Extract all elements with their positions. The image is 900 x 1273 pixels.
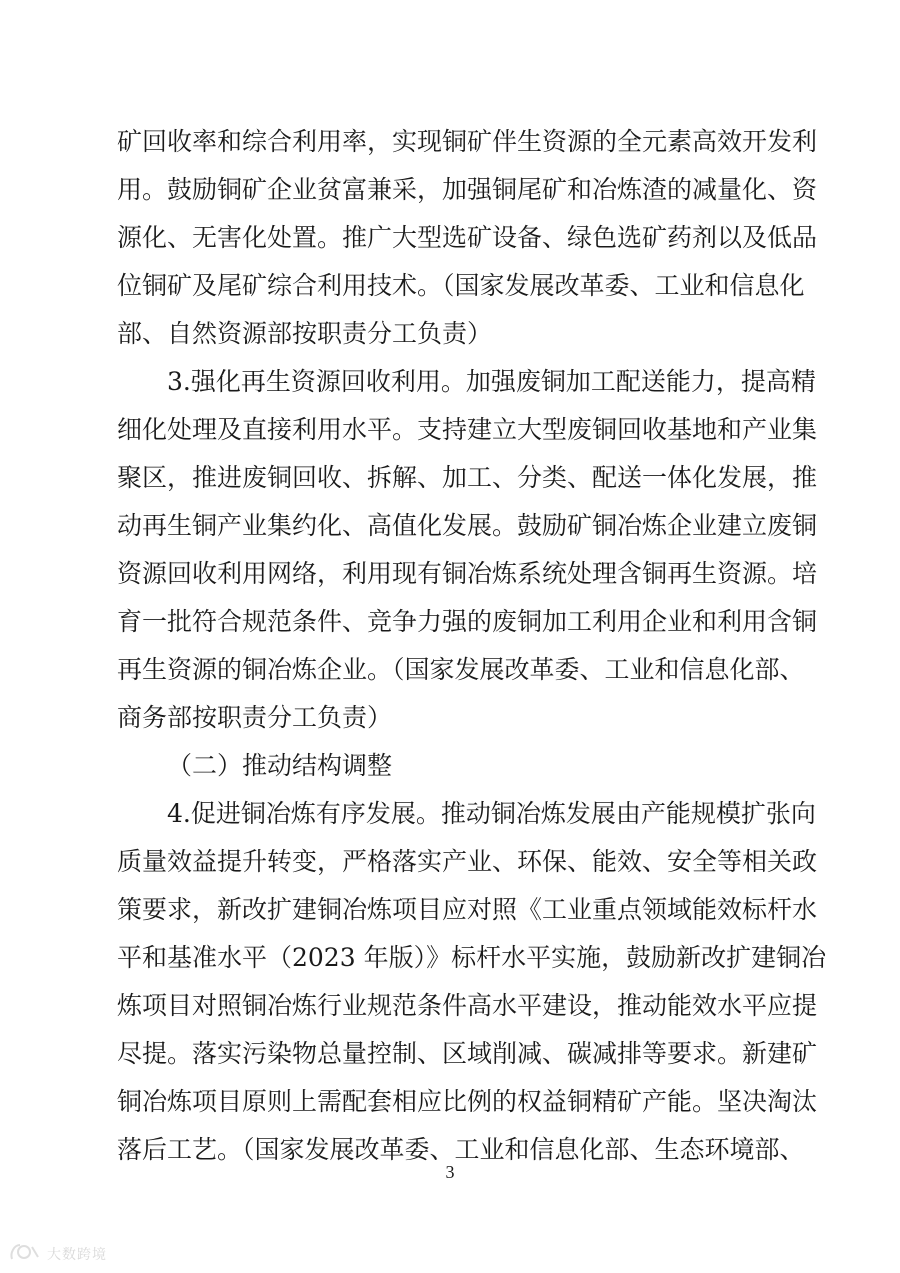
body-line: 铜冶炼项目原则上需配套相应比例的权益铜精矿产能。坚决淘汰: [117, 1087, 818, 1116]
body-line: 平和基准水平（2023 年版）》标杆水平实施，鼓励新改扩建铜冶: [117, 943, 827, 972]
body-line: 质量效益提升转变，严格落实产业、环保、能效、安全等相关政: [117, 847, 818, 876]
body-line: 位铜矿及尾矿综合利用技术。（国家发展改革委、工业和信息化: [117, 271, 805, 300]
body-line: 资源回收利用网络，利用现有铜冶炼系统处理含铜再生资源。培: [117, 559, 818, 588]
body-line: 再生资源的铜冶炼企业。（国家发展改革委、工业和信息化部、: [117, 655, 805, 684]
logo-icon: [8, 1241, 42, 1267]
body-line: 商务部按职责分工负责）: [117, 703, 393, 732]
watermark-text: 大数跨境: [47, 1247, 107, 1263]
body-line: 策要求，新改扩建铜冶炼项目应对照《工业重点领域能效标杆水: [117, 895, 818, 924]
body-line: 细化处理及直接利用水平。支持建立大型废铜回收基地和产业集: [117, 415, 818, 444]
body-line: 用。鼓励铜矿企业贫富兼采，加强铜尾矿和冶炼渣的减量化、资: [117, 175, 818, 204]
body-line: 育一批符合规范条件、竞争力强的废铜加工利用企业和利用含铜: [117, 607, 818, 636]
paragraph-first-line: 4.促进铜冶炼有序发展。推动铜冶炼发展由产能规模扩张向: [167, 799, 816, 828]
body-line: 矿回收率和综合利用率，实现铜矿伴生资源的全元素高效开发利: [117, 127, 818, 156]
body-line: 炼项目对照铜冶炼行业规范条件高水平建设，推动能效水平应提: [117, 991, 818, 1020]
body-line: 尽提。落实污染物总量控制、区域削减、碳减排等要求。新建矿: [117, 1039, 818, 1068]
watermark: [8, 1241, 107, 1267]
page-number: 3: [445, 1162, 455, 1182]
paragraph-first-line: 3.强化再生资源回收利用。加强废铜加工配送能力，提高精: [167, 367, 816, 396]
body-line: 部、自然资源部按职责分工负责）: [117, 319, 493, 348]
section-heading: （二）推动结构调整: [167, 751, 393, 780]
body-line: 源化、无害化处置。推广大型选矿设备、绿色选矿药剂以及低品: [117, 223, 818, 252]
body-line: 聚区，推进废铜回收、拆解、加工、分类、配送一体化发展，推: [117, 463, 818, 492]
body-line: 落后工艺。（国家发展改革委、工业和信息化部、生态环境部、: [117, 1135, 805, 1164]
body-line: 动再生铜产业集约化、高值化发展。鼓励矿铜冶炼企业建立废铜: [117, 511, 818, 540]
